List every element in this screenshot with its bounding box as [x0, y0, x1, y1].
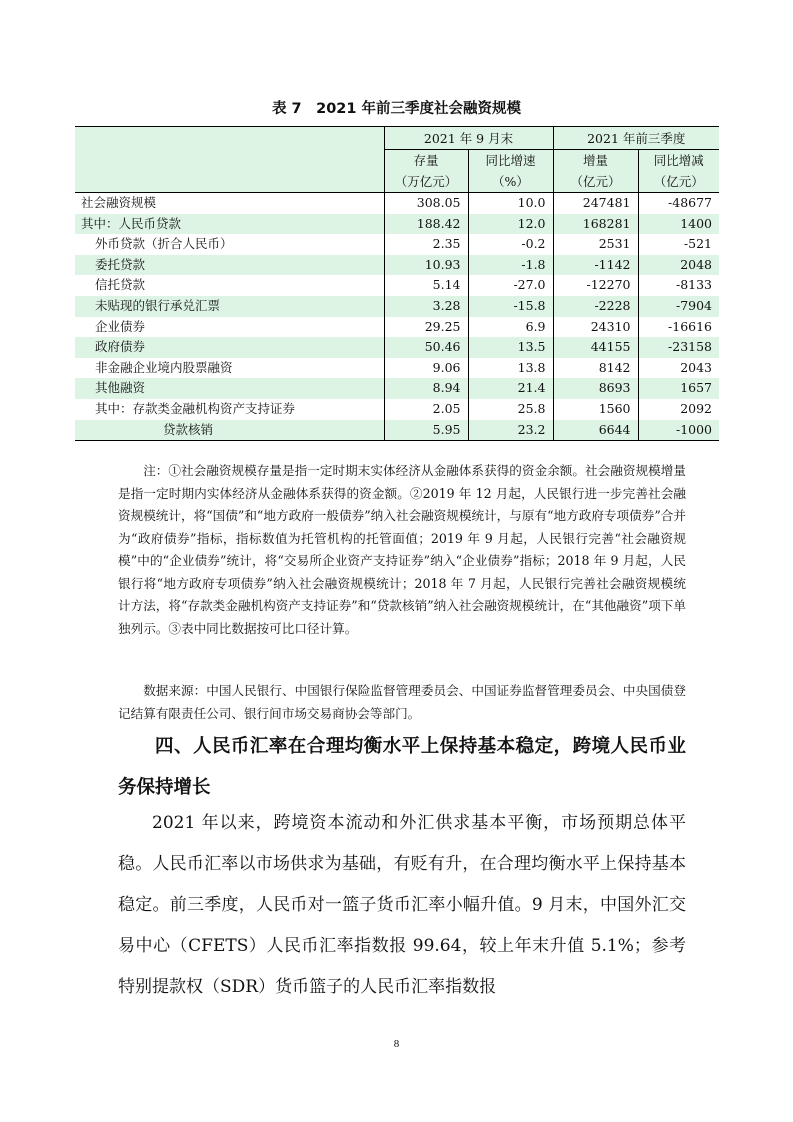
cell-change: -8133 — [638, 275, 719, 296]
cell-change: 2092 — [638, 399, 719, 420]
cell-growth: 23.2 — [468, 420, 553, 441]
body-paragraph: 2021 年以来，跨境资本流动和外汇供求基本平衡，市场预期总体平稳。人民币汇率以市场供求为基础，有贬有升，在合理均衡水平上保持基本稳定。前三季度，人民币对一篮子货币汇率小幅升值。9 月末，中国外汇交易中心（CFETS）人民币汇率指数报 99.64，较上年末升值 5.1%；参考特别提款权（SDR）货币篮子的人民币汇率指数报 — [118, 813, 686, 997]
row-label: 非金融企业境内股票融资 — [95, 359, 233, 375]
table-notes: 注：①社会融资规模存量是指一定时期末实体经济从金融体系获得的资金余额。社会融资规模增量是指一定时期内实体经济从金融体系获得的资金额。②2019 年 12 月起，人民银行进一步完善社会融资规模统计，将“国债”和“地方政府一般债券”纳入社会融资规模统计，与原有“地方政府专项债券”合并为“政府债券”指标，指标数值为托管机构的托管面值；2019 年 9 月起，人民银行完善“社会融资规模”中的“企业债券”统计，将“交易所企业资产支持证券”纳入“企业债券”指标；2018 年 9 月起，人民银行将“地方政府专项债券”纳入社会融资规模统计；2018 年 7 月起，人民银行完善社会融资规模统计方法，将“存款类金融机构资产支持证券”和“贷款核销”纳入社会融资规模统计，在“其他融资”项下单独列示。③表中同比数据按可比口径计算。 — [118, 463, 686, 636]
table-row — [75, 337, 719, 358]
cell-increment: -2228 — [553, 296, 638, 317]
cell-growth: -0.2 — [468, 234, 553, 255]
col-header-stock: 存量 — [384, 150, 468, 172]
section-heading: 四、人民币汇率在合理均衡水平上保持基本稳定，跨境人民币业务保持增长 — [118, 736, 686, 798]
cell-increment: 2531 — [553, 234, 638, 255]
cell-increment: 1560 — [553, 399, 638, 420]
table-row — [75, 317, 719, 338]
cell-change: 2043 — [638, 358, 719, 379]
cell-growth: -15.8 — [468, 296, 553, 317]
row-label: 贷款核销 — [75, 420, 384, 441]
cell-increment: 44155 — [553, 337, 638, 358]
cell-stock: 308.05 — [384, 193, 468, 214]
cell-stock: 2.05 — [384, 399, 468, 420]
cell-change: -7904 — [638, 296, 719, 317]
group-header-increment: 2021 年前三季度 — [553, 127, 719, 150]
cell-stock: 50.46 — [384, 337, 468, 358]
cell-change: -16616 — [638, 317, 719, 338]
group-header-stock: 2021 年 9 月末 — [384, 127, 553, 150]
cell-growth: 12.0 — [468, 214, 553, 235]
cell-stock: 10.93 — [384, 255, 468, 276]
table-title: 表 7 2021 年前三季度社会融资规模 — [271, 101, 522, 117]
col-unit-growth: （%） — [468, 171, 553, 193]
row-label: 社会融资规模 — [81, 195, 157, 210]
cell-stock: 3.28 — [384, 296, 468, 317]
table-row — [75, 296, 719, 317]
cell-growth: 13.5 — [468, 337, 553, 358]
cell-increment: 247481 — [553, 193, 638, 214]
row-label: 其他融资 — [75, 378, 384, 399]
cell-stock: 9.06 — [384, 358, 468, 379]
cell-growth: -1.8 — [468, 255, 553, 276]
page-number: 8 — [393, 1038, 400, 1050]
row-label: 企业债券 — [95, 318, 146, 334]
table-row — [75, 234, 719, 255]
cell-increment: 24310 — [553, 317, 638, 338]
col-header-change: 同比增减 — [638, 150, 719, 172]
cell-change: 2048 — [638, 255, 719, 276]
cell-growth: -27.0 — [468, 275, 553, 296]
table-row — [75, 214, 719, 235]
cell-change: -521 — [638, 234, 719, 255]
row-label: 其中：存款类金融机构资产支持证券 — [95, 400, 296, 416]
cell-change: 1400 — [638, 214, 719, 235]
cell-increment: 8142 — [553, 358, 638, 379]
cell-stock: 2.35 — [384, 234, 468, 255]
cell-growth: 25.8 — [468, 399, 553, 420]
cell-increment: 6644 — [553, 420, 638, 441]
table-row — [75, 358, 719, 379]
cell-stock: 188.42 — [384, 214, 468, 235]
row-label: 未贴现的银行承兑汇票 — [75, 296, 384, 317]
table-row — [75, 420, 719, 441]
cell-stock: 5.95 — [384, 420, 468, 441]
col-header-increment: 增量 — [553, 150, 638, 172]
col-unit-stock: （万亿元） — [384, 171, 468, 193]
row-label: 政府债券 — [75, 337, 384, 358]
col-header-growth: 同比增速 — [468, 150, 553, 172]
row-label: 其中：人民币贷款 — [75, 214, 384, 235]
cell-change: -1000 — [638, 420, 719, 441]
row-label: 外币贷款（折合人民币） — [95, 236, 233, 252]
data-source: 数据来源：中国人民银行、中国银行保险监督管理委员会、中国证券监督管理委员会、中央国债登记结算有限责任公司、银行间市场交易商协会等部门。 — [118, 683, 686, 721]
cell-growth: 13.8 — [468, 358, 553, 379]
cell-stock: 5.14 — [384, 275, 468, 296]
table-row — [75, 275, 719, 296]
cell-change: -48677 — [638, 193, 719, 214]
cell-stock: 8.94 — [384, 378, 468, 399]
table-row — [75, 255, 719, 276]
col-unit-increment: （亿元） — [553, 171, 638, 193]
cell-growth: 21.4 — [468, 378, 553, 399]
table-row — [75, 399, 719, 420]
row-label: 委托贷款 — [75, 255, 384, 276]
cell-change: -23158 — [638, 337, 719, 358]
social-financing-table — [75, 126, 719, 441]
cell-increment: 168281 — [553, 214, 638, 235]
cell-increment: -12270 — [553, 275, 638, 296]
row-label-header — [75, 127, 384, 193]
row-label: 信托贷款 — [95, 277, 146, 293]
table-row — [75, 378, 719, 399]
cell-change: 1657 — [638, 378, 719, 399]
cell-growth: 10.0 — [468, 193, 553, 214]
cell-increment: 8693 — [553, 378, 638, 399]
cell-increment: -1142 — [553, 255, 638, 276]
table-row — [75, 193, 719, 214]
cell-growth: 6.9 — [468, 317, 553, 338]
col-unit-change: （亿元） — [638, 171, 719, 193]
cell-stock: 29.25 — [384, 317, 468, 338]
